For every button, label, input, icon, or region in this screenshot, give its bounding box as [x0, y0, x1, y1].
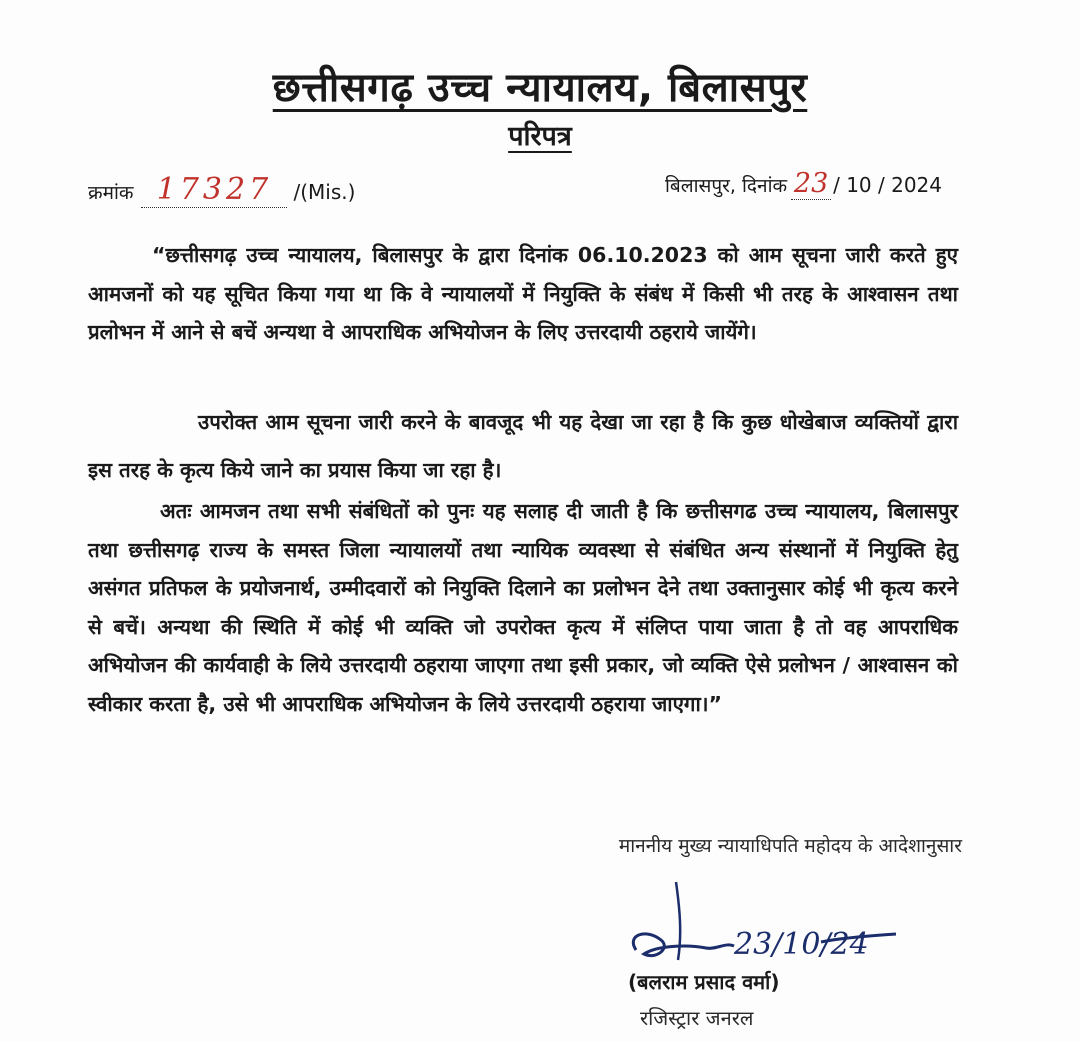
handwritten-signature	[616, 880, 906, 970]
order-line: माननीय मुख्य न्यायाधिपति महोदय के आदेशानुसार	[618, 835, 962, 857]
reference-line	[88, 172, 355, 208]
paragraph-3: अतः आमजन तथा सभी संबंधितों को पुनः यह सलाह दी जाती है कि छत्तीसगढ उच्च न्यायालय, बिलासपुर तथा छत्तीसगढ़ राज्य के समस्त जिला न्यायालयों तथा न्यायिक व्यवस्था से संबंधित अन्य संस्थानों में नियुक्ति हेतु असंगत प्रतिफल के प्रयोजनार्थ, उम्मीदवारों को नियुक्ति दिलाने का प्रलोभन देने तथा उक्तानुसार कोई भी कृत्य करने से बचें। अन्यथा की स्थिति में कोई भी व्यक्ति जो उपरोक्त कृत्य में संलिप्त पाया जाता है तो वह आपराधिक अभियोजन की कार्यवाही के लिये उत्तरदायी ठहराया जाएगा तथा इसी प्रकार, जो व्यक्ति ऐसे प्रलोभन / आश्वासन को स्वीकार करता है, उसे भी आपराधिक अभियोजन के लिये उत्तरदायी ठहराया जाएगा।”	[88, 499, 958, 716]
circular-subtitle: परिपत्र	[508, 121, 572, 152]
reference-number: 17327	[141, 172, 287, 208]
signer-title: रजिस्ट्रार जनरल	[640, 1006, 754, 1030]
reference-label: क्रमांक	[88, 182, 134, 204]
date-month-year: / 10 / 2024	[833, 173, 942, 197]
signer-name: (बलराम प्रसाद वर्मा)	[628, 970, 780, 994]
date-line	[665, 168, 942, 200]
signature-stroke	[676, 882, 680, 960]
date-day: 23	[791, 168, 831, 200]
signature-date: 23/10/24	[734, 927, 869, 962]
signature-loop	[633, 934, 734, 956]
paragraph-1: “छत्तीसगढ़ उच्च न्यायालय, बिलासपुर के द्वारा दिनांक 06.10.2023 को आम सूचना जारी करते हुए आमजनों को यह सूचित किया गया था कि वे न्यायालयों में नियुक्ति के संबंध में किसी भी तरह के आश्वासन तथा प्रलोभन में आने से बचें अन्यथा वे आपराधिक अभियोजन के लिए उत्तरदायी ठहराये जायेंगे।	[88, 243, 958, 344]
paragraph-2: उपरोक्त आम सूचना जारी करने के बावजूद भी यह देखा जा रहा है कि कुछ धोखेबाज व्यक्तियों द्वारा इस तरह के कृत्य किये जाने का प्रयास किया जा रहा है।	[88, 410, 958, 482]
court-title: छत्तीसगढ़ उच्च न्यायालय, बिलासपुर	[272, 65, 808, 111]
reference-suffix: /(Mis.)	[293, 180, 356, 204]
date-label: बिलासपुर, दिनांक	[664, 175, 788, 197]
